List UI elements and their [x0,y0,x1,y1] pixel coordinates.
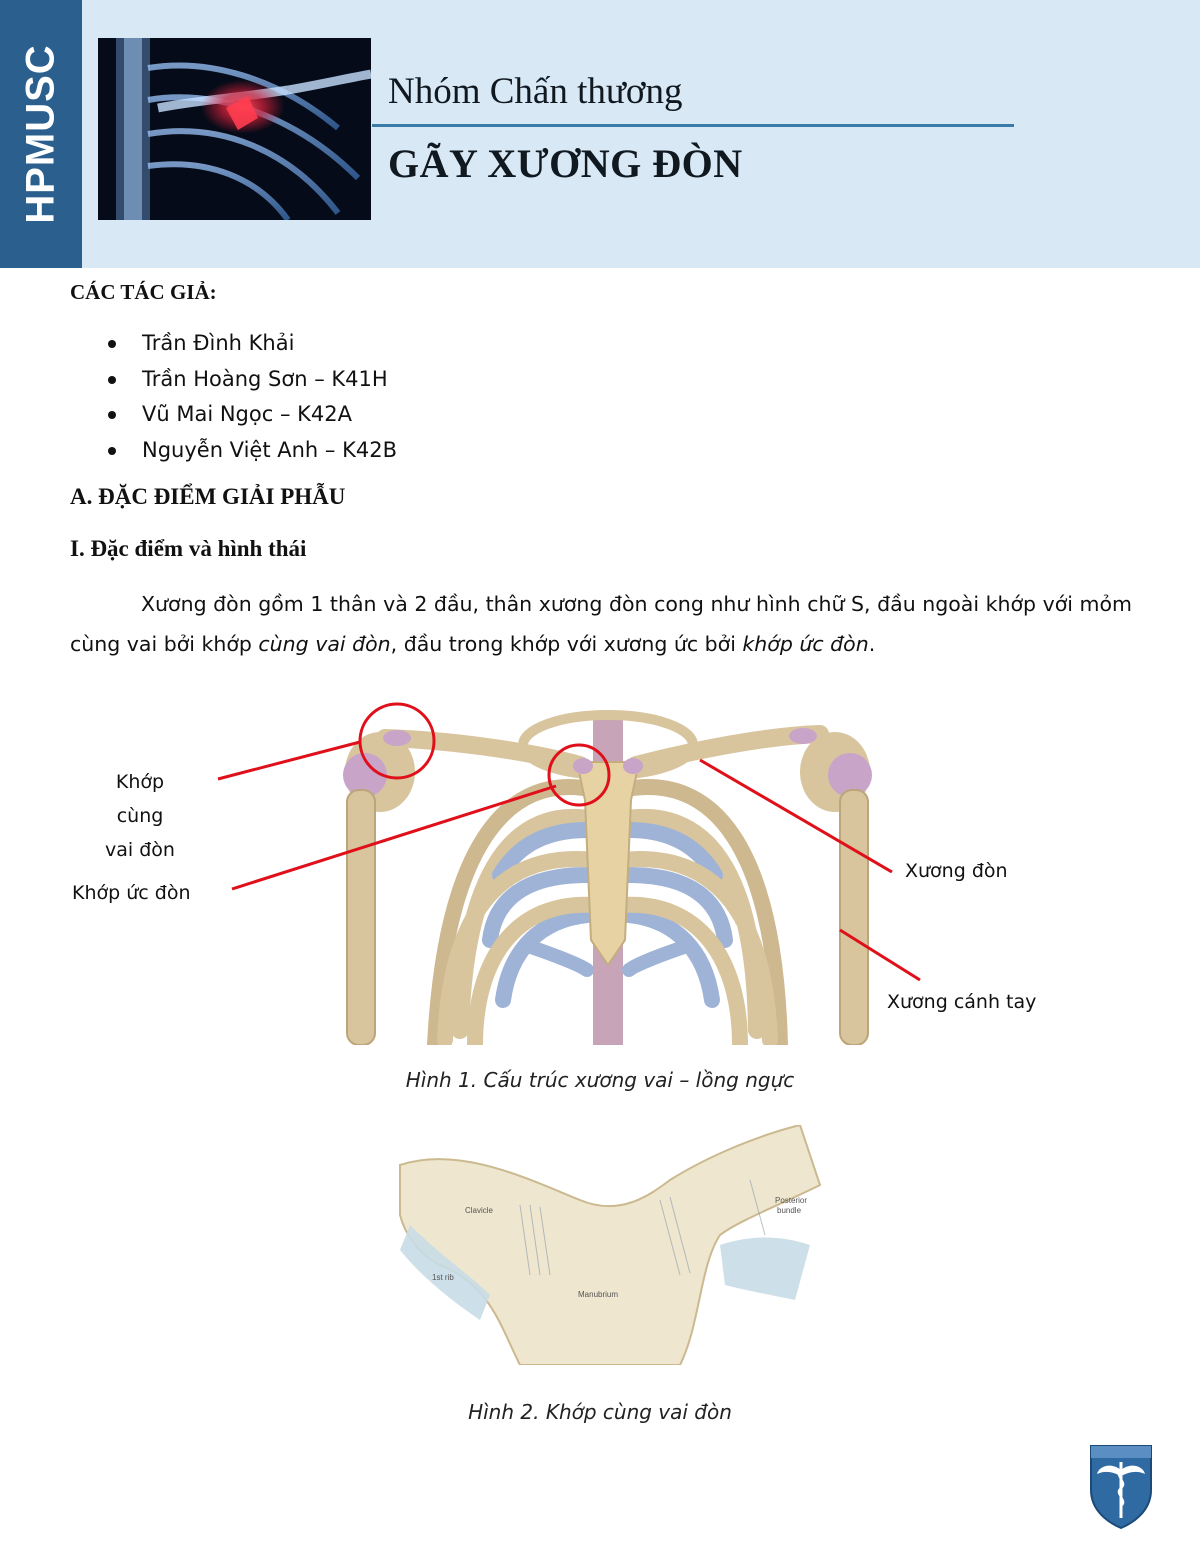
label-sternoclavicular: Khớp ức đòn [72,882,191,904]
author-name: Nguyễn Việt Anh – K42B [142,437,397,462]
para-text-2: , đầu trong khớp với xương ức bởi [390,632,743,656]
author-name: Trần Hoàng Sơn – K41H [142,366,388,391]
label-clavicle: Xương đòn [905,860,1008,882]
list-item [70,399,397,435]
label-line: vai đòn [105,839,175,861]
para-italic-1: cùng vai đòn [258,632,391,656]
document-title: GÃY XƯƠNG ĐÒN [388,141,743,186]
label-acromioclavicular [90,765,190,867]
list-item [70,435,397,471]
authors-list [70,328,397,470]
figure-1-illustration [325,700,890,1045]
fig2-label-manubrium: Manubrium [578,1290,619,1299]
para-text-3: . [868,632,876,656]
label-humerus: Xương cánh tay [887,991,1037,1013]
bullet-icon [108,376,116,384]
bullet-icon [108,447,116,455]
label-line: Khớp cùng [115,771,165,827]
figure-2-illustration [380,1125,825,1365]
figure-1-caption: Hình 1. Cấu trúc xương vai – lồng ngực [405,1068,795,1092]
xray-image [98,38,371,220]
bullet-icon [108,340,116,348]
university-emblem-icon [1085,1440,1157,1530]
fig2-label-posterior-1: Posterior [775,1196,808,1205]
fig2-label-first-rib: 1st rib [432,1273,454,1282]
figure-2-caption: Hình 2. Khớp cùng vai đòn [468,1400,732,1424]
side-tab-label: HPMUSC [18,44,63,224]
author-name: Vũ Mai Ngọc – K42A [142,402,352,426]
subsection-heading: I. Đặc điểm và hình thái [70,536,307,561]
group-name: Nhóm Chấn thương [388,71,683,112]
fig2-label-posterior-2: bundle [777,1206,802,1215]
para-text-1: Xương đòn gồm 1 thân và 2 đầu, thân xương đòn cong như hình chữ S, đầu ngoài khớp với mỏm cùng vai bởi khớp [70,592,1132,656]
section-heading: A. ĐẶC ĐIỂM GIẢI PHẪU [70,484,346,509]
title-rule [372,124,1014,127]
fig2-label-clavicle: Clavicle [465,1206,494,1215]
bullet-icon [108,411,116,419]
list-item [70,328,397,364]
body-paragraph [70,584,1132,664]
authors-heading: CÁC TÁC GIẢ: [70,280,217,304]
side-tab [0,0,82,268]
author-name: Trần Đình Khải [142,331,295,355]
para-italic-2: khớp ức đòn [742,632,869,656]
list-item [70,364,397,400]
